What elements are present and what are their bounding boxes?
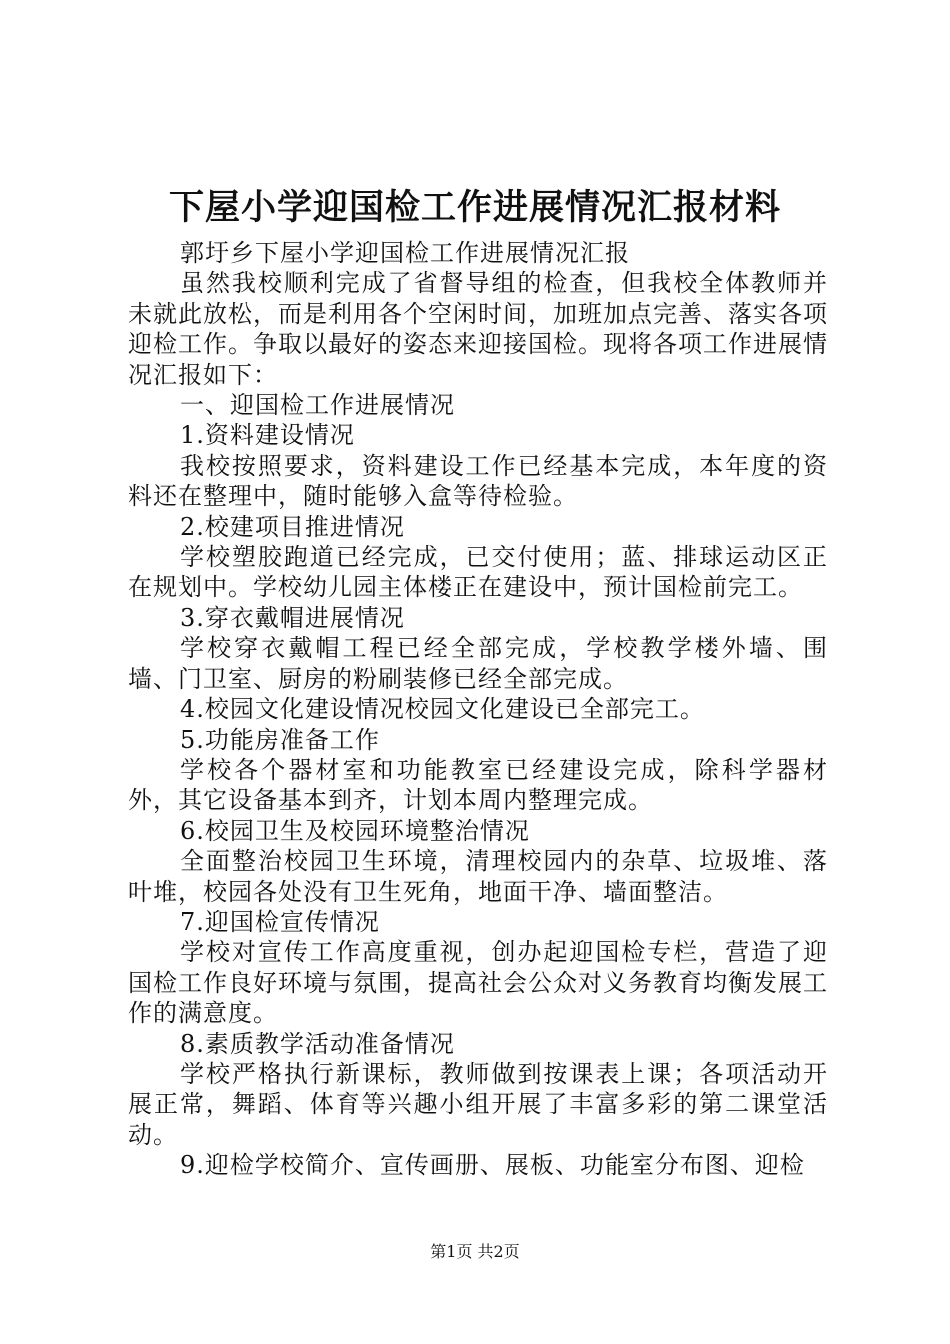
document-subtitle: 郭圩乡下屋小学迎国检工作进展情况汇报 — [180, 239, 630, 267]
item-paragraph: 我校按照要求，资料建设工作已经基本完成，本年度的资料还在整理中，随时能够入盒等待检验。 — [128, 451, 828, 511]
item-paragraph: 学校穿衣戴帽工程已经全部完成，学校教学楼外墙、围墙、门卫室、厨房的粉刷装修已经全部完成。 — [128, 634, 828, 693]
item-heading: 1.资料建设情况 — [180, 421, 355, 450]
item-heading: 7.迎国检宣传情况 — [180, 907, 380, 936]
item-heading: 3.穿衣戴帽进展情况 — [180, 603, 405, 632]
item-paragraph: 学校各个器材室和功能教室已经建设完成，除科学器材外，其它设备基本到齐，计划本周内整理完成。 — [128, 755, 828, 815]
document-body — [128, 238, 828, 1181]
item-paragraph: 学校塑胶跑道已经完成，已交付使用；蓝、排球运动区正在规划中。学校幼儿园主体楼正在建设中，预计国检前完工。 — [128, 543, 828, 602]
item-paragraph: 全面整治校园卫生环境，清理校园内的杂草、垃圾堆、落叶堆，校园各处没有卫生死角，地面干净、墙面整洁。 — [128, 847, 828, 906]
item-paragraph: 学校严格执行新课标，教师做到按课表上课；各项活动开展正常，舞蹈、体育等兴趣小组开展了丰富多彩的第二课堂活动。 — [128, 1059, 828, 1149]
item-heading: 6.校园卫生及校园环境整治情况 — [180, 816, 530, 845]
item-heading: 2.校建项目推进情况 — [180, 512, 405, 541]
item-heading: 5.功能房准备工作 — [180, 725, 380, 754]
intro-paragraph: 虽然我校顺利完成了省督导组的检查，但我校全体教师并未就此放松，而是利用各个空闲时间，加班加点完善、落实各项迎检工作。争取以最好的姿态来迎接国检。现将各项工作进展情况汇报如下： — [128, 269, 828, 389]
item-heading: 4.校园文化建设情况校园文化建设已全部完工。 — [180, 695, 705, 724]
item-paragraph: 学校对宣传工作高度重视，创办起迎国检专栏，营造了迎国检工作良好环境与氛围，提高社会公众对义务教育均衡发展工作的满意度。 — [128, 938, 828, 1028]
page-number-footer: 第1页 共2页 — [430, 1242, 520, 1261]
item-heading: 8.素质教学活动准备情况 — [180, 1029, 455, 1058]
document-title: 下屋小学迎国检工作进展情况汇报材料 — [168, 187, 781, 228]
section-heading: 一、迎国检工作进展情况 — [180, 391, 455, 420]
item-paragraph: 9.迎检学校简介、宣传画册、展板、功能室分布图、迎检 — [180, 1151, 805, 1180]
